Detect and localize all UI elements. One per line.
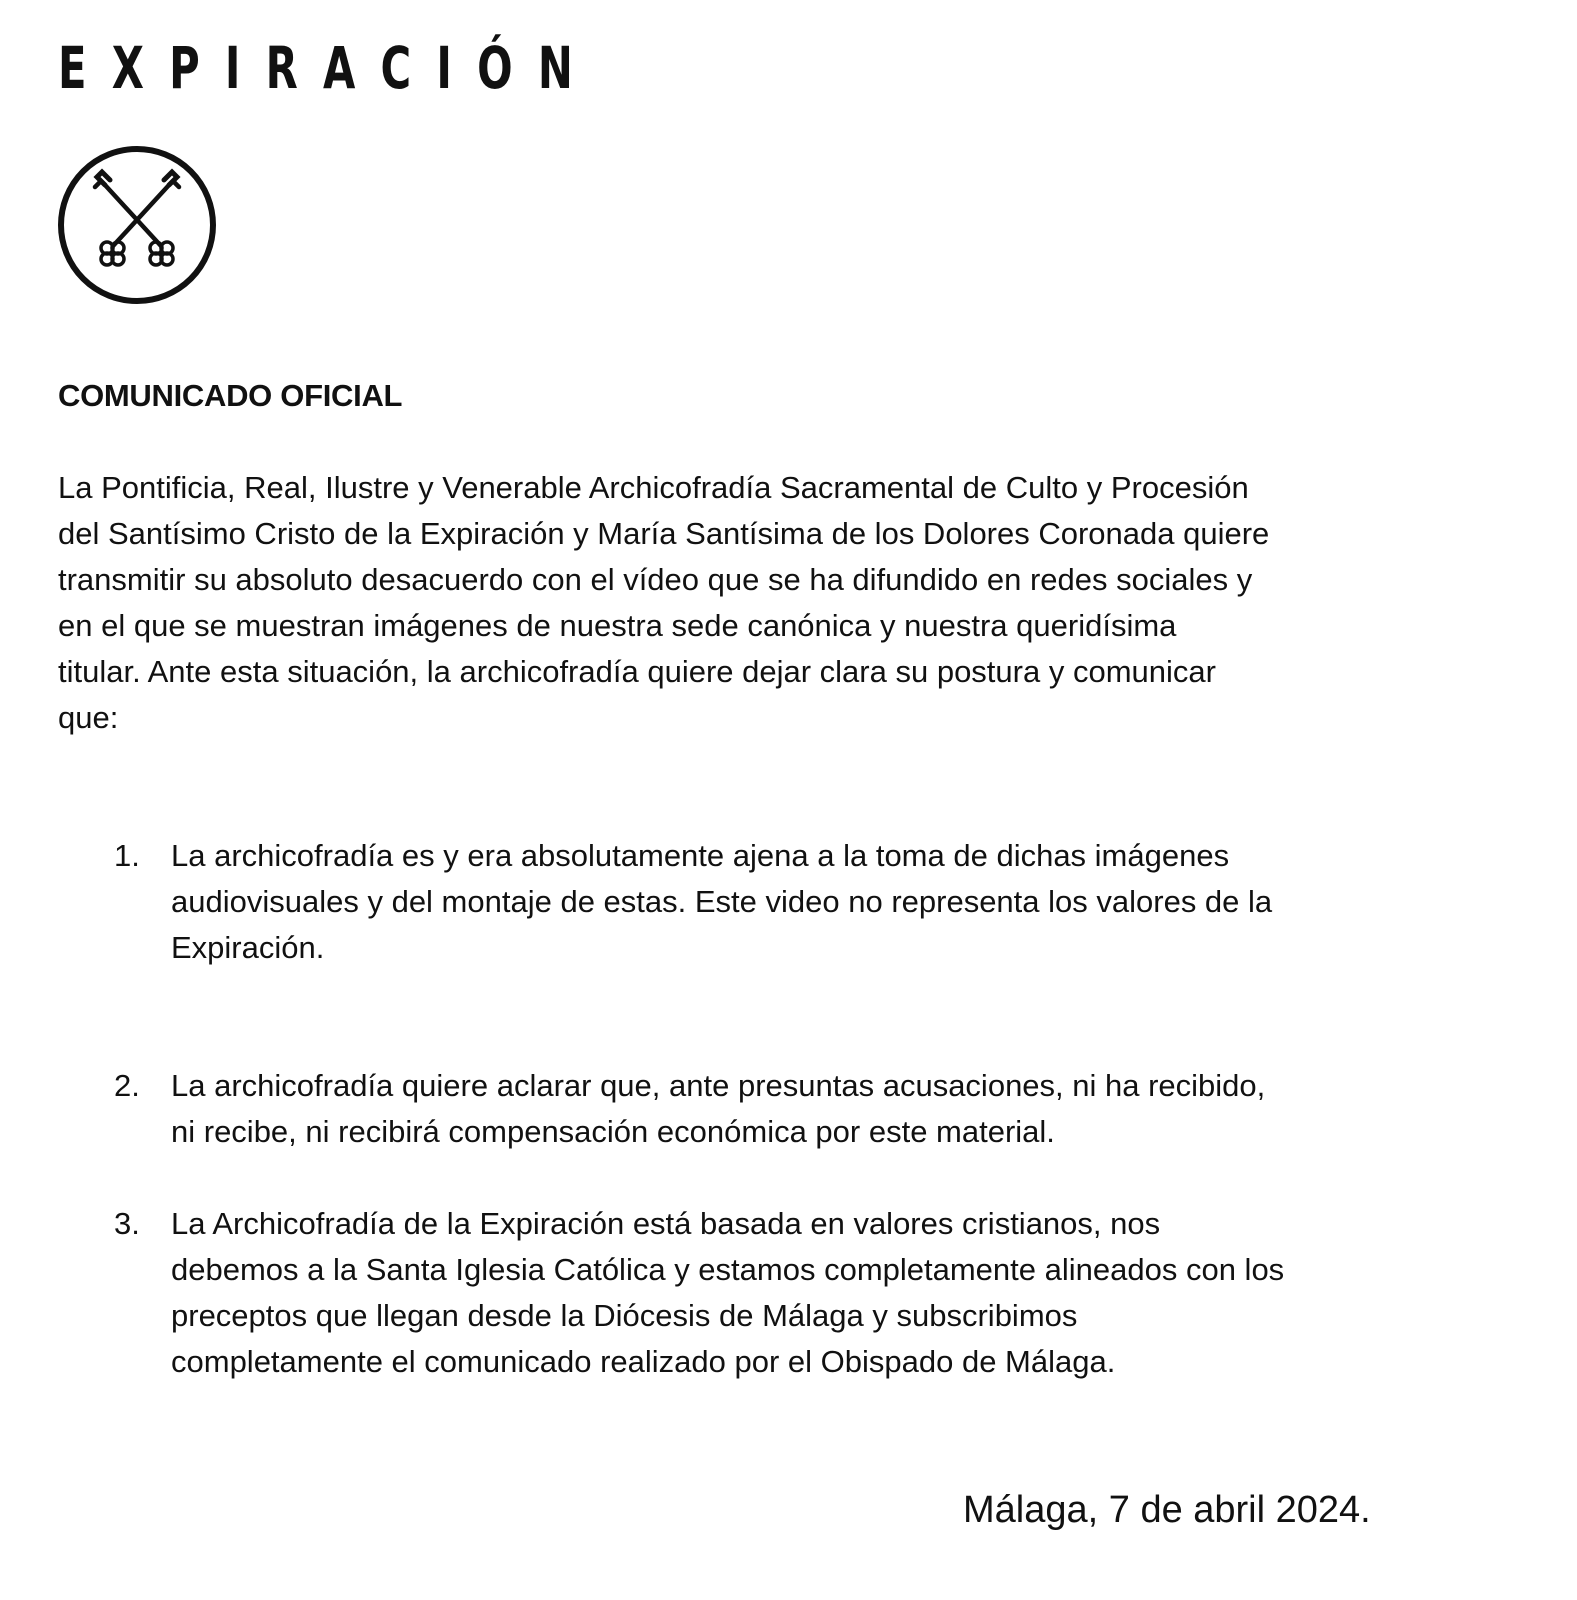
list-item-line: debemos a la Santa Iglesia Católica y estamos completamente alineados con los bbox=[171, 1252, 1285, 1287]
list-item-line: La archicofradía quiere aclarar que, ante presuntas acusaciones, ni ha recibido, bbox=[171, 1068, 1266, 1103]
list-item-number: 3. bbox=[114, 1206, 140, 1241]
list-item-text bbox=[171, 833, 1451, 971]
list-item-line: audiovisuales y del montaje de estas. Este video no representa los valores de la bbox=[171, 884, 1273, 919]
list-item-line: preceptos que llegan desde la Diócesis de Málaga y subscribimos bbox=[171, 1298, 1078, 1333]
intro-line: en el que se muestran imágenes de nuestra sede canónica y nuestra queridísima bbox=[58, 608, 1177, 643]
list-item-line: La Archicofradía de la Expiración está basada en valores cristianos, nos bbox=[171, 1206, 1161, 1241]
place-date: Málaga, 7 de abril 2024. bbox=[963, 1489, 1371, 1531]
intro-line: que: bbox=[58, 700, 119, 735]
statement-title: COMUNICADO OFICIAL bbox=[58, 378, 403, 413]
list-item-line: ni recibe, ni recibirá compensación económica por este material. bbox=[171, 1114, 1055, 1149]
list-item-number: 2. bbox=[114, 1068, 140, 1103]
list-item-text bbox=[171, 1201, 1451, 1385]
list-item-line: La archicofradía es y era absolutamente ajena a la toma de dichas imágenes bbox=[171, 838, 1230, 873]
list-item-text bbox=[171, 1063, 1451, 1155]
intro-line: del Santísimo Cristo de la Expiración y María Santísima de los Dolores Coronada quiere bbox=[58, 516, 1270, 551]
intro-line: transmitir su absoluto desacuerdo con el vídeo que se ha difundido en redes sociales y bbox=[58, 562, 1253, 597]
brand-wordmark: EXPIRACIÓN bbox=[58, 34, 598, 102]
list-item-line: completamente el comunicado realizado por el Obispado de Málaga. bbox=[171, 1344, 1116, 1379]
crossed-keys-emblem-icon bbox=[56, 144, 218, 306]
intro-line: La Pontificia, Real, Ilustre y Venerable Archicofradía Sacramental de Culto y Procesión bbox=[58, 470, 1249, 505]
list-item-number: 1. bbox=[114, 838, 140, 873]
intro-line: titular. Ante esta situación, la archicofradía quiere dejar clara su postura y comunicar bbox=[58, 654, 1216, 689]
list-item-line: Expiración. bbox=[171, 930, 325, 965]
intro-paragraph bbox=[58, 465, 1458, 741]
